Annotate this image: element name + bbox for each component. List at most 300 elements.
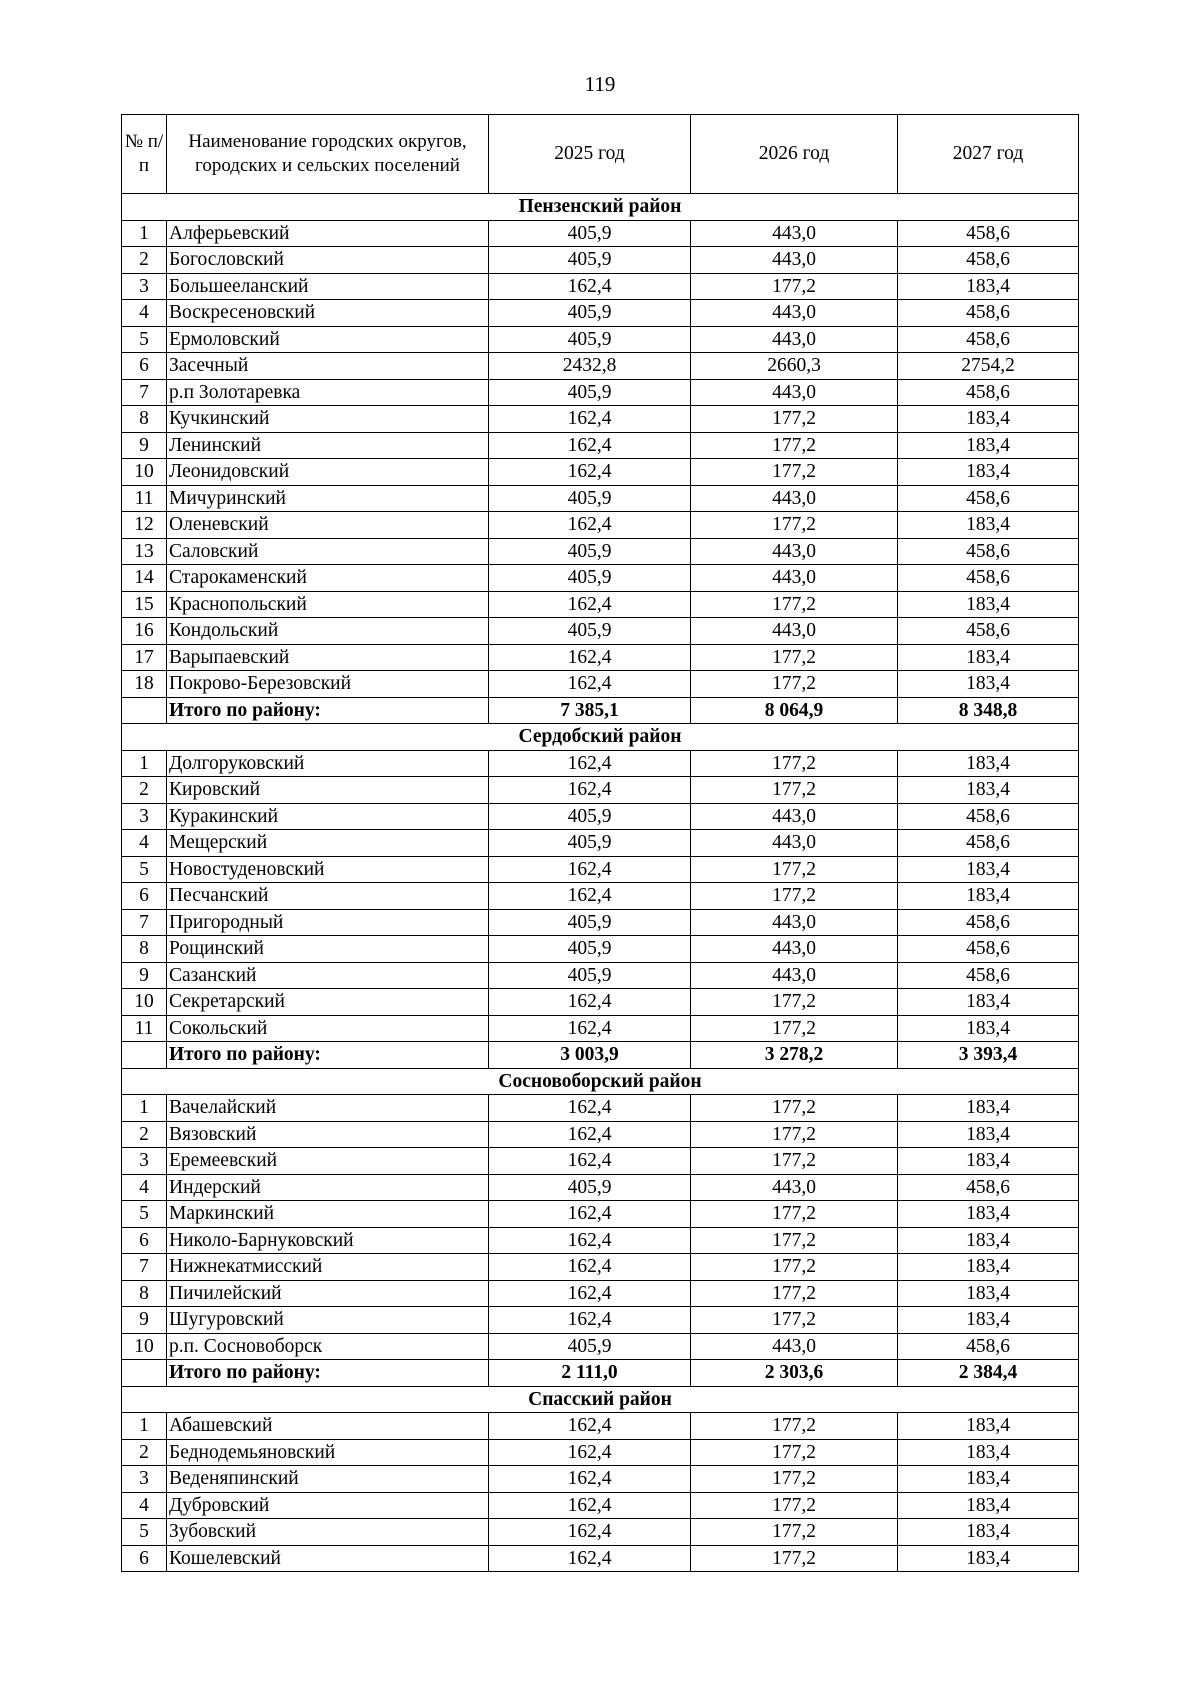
settlement-name: Оленевский [167,512,489,539]
value-2025: 162,4 [489,1519,691,1546]
settlement-name: Алферьевский [167,220,489,247]
settlement-name: Засечный [167,353,489,380]
table-row [122,1148,1079,1175]
settlement-name: Большееланский [167,273,489,300]
row-number: 16 [122,618,167,645]
total-row [122,697,1079,724]
value-2025: 162,4 [489,591,691,618]
value-2025: 162,4 [489,1545,691,1572]
value-2027: 183,4 [898,591,1079,618]
value-2025: 162,4 [489,644,691,671]
value-2027: 183,4 [898,1466,1079,1493]
total-number-cell [122,1360,167,1387]
value-2027: 183,4 [898,1280,1079,1307]
value-2026: 443,0 [691,1174,898,1201]
total-2026: 3 278,2 [691,1042,898,1069]
table-row [122,644,1079,671]
value-2027: 183,4 [898,1439,1079,1466]
settlement-name: Кучкинский [167,406,489,433]
value-2027: 183,4 [898,1254,1079,1281]
page-number: 119 [584,72,616,96]
settlement-name: Краснопольский [167,591,489,618]
value-2027: 458,6 [898,936,1079,963]
table-row [122,1545,1079,1572]
value-2025: 162,4 [489,1015,691,1042]
settlement-name: Абашевский [167,1413,489,1440]
row-number: 10 [122,459,167,486]
value-2025: 162,4 [489,671,691,698]
header-2026: 2026 год [691,115,898,194]
table-row [122,512,1079,539]
row-number: 8 [122,1280,167,1307]
row-number: 17 [122,644,167,671]
value-2027: 458,6 [898,1174,1079,1201]
header-number: № п/п [122,115,167,194]
table-row [122,1439,1079,1466]
row-number: 1 [122,1095,167,1122]
value-2026: 443,0 [691,909,898,936]
value-2027: 183,4 [898,1519,1079,1546]
row-number: 2 [122,1439,167,1466]
row-number: 3 [122,273,167,300]
row-number: 18 [122,671,167,698]
table-row [122,750,1079,777]
settlement-name: р.п Золотаревка [167,379,489,406]
settlement-name: Песчанский [167,883,489,910]
value-2026: 177,2 [691,512,898,539]
value-2025: 162,4 [489,989,691,1016]
table-row [122,1121,1079,1148]
value-2025: 162,4 [489,273,691,300]
value-2025: 162,4 [489,777,691,804]
value-2026: 443,0 [691,962,898,989]
total-2025: 3 003,9 [489,1042,691,1069]
settlement-name: Николо-Барнуковский [167,1227,489,1254]
settlement-name: Пригородный [167,909,489,936]
header-2025: 2025 год [489,115,691,194]
row-number: 9 [122,962,167,989]
value-2026: 177,2 [691,1466,898,1493]
table-row [122,1254,1079,1281]
value-2025: 162,4 [489,883,691,910]
value-2025: 405,9 [489,1333,691,1360]
row-number: 10 [122,1333,167,1360]
row-number: 11 [122,485,167,512]
table-row [122,1280,1079,1307]
value-2025: 162,4 [489,406,691,433]
value-2025: 405,9 [489,565,691,592]
value-2026: 177,2 [691,671,898,698]
table-row [122,1519,1079,1546]
table-row [122,1015,1079,1042]
value-2026: 177,2 [691,644,898,671]
value-2026: 177,2 [691,1121,898,1148]
value-2026: 177,2 [691,1439,898,1466]
table-row [122,485,1079,512]
value-2025: 405,9 [489,962,691,989]
value-2027: 183,4 [898,512,1079,539]
value-2027: 458,6 [898,247,1079,274]
section-header-row [122,724,1079,751]
row-number: 6 [122,883,167,910]
section-header-row [122,1386,1079,1413]
value-2025: 162,4 [489,1492,691,1519]
row-number: 12 [122,512,167,539]
row-number: 2 [122,1121,167,1148]
value-2025: 162,4 [489,1148,691,1175]
value-2027: 183,4 [898,750,1079,777]
value-2026: 443,0 [691,830,898,857]
value-2027: 458,6 [898,803,1079,830]
row-number: 4 [122,1174,167,1201]
row-number: 11 [122,1015,167,1042]
settlement-name: Пичилейский [167,1280,489,1307]
value-2025: 162,4 [489,856,691,883]
row-number: 7 [122,379,167,406]
value-2025: 162,4 [489,750,691,777]
value-2026: 177,2 [691,1015,898,1042]
total-number-cell [122,1042,167,1069]
table-row [122,353,1079,380]
table-row [122,962,1079,989]
settlement-name: Старокаменский [167,565,489,592]
row-number: 15 [122,591,167,618]
value-2027: 183,4 [898,1201,1079,1228]
value-2025: 162,4 [489,1254,691,1281]
value-2025: 405,9 [489,803,691,830]
total-label: Итого по району: [167,1360,489,1387]
value-2027: 183,4 [898,1307,1079,1334]
section-title: Сосновоборский район [122,1068,1079,1095]
table-row [122,432,1079,459]
value-2027: 183,4 [898,1148,1079,1175]
table-row [122,1333,1079,1360]
settlement-name: Кировский [167,777,489,804]
value-2025: 405,9 [489,538,691,565]
value-2026: 443,0 [691,326,898,353]
row-number: 6 [122,353,167,380]
value-2026: 443,0 [691,247,898,274]
allocation-table [121,114,1079,1572]
value-2025: 162,4 [489,1466,691,1493]
table-row [122,1466,1079,1493]
value-2027: 458,6 [898,1333,1079,1360]
value-2025: 162,4 [489,512,691,539]
total-label: Итого по району: [167,1042,489,1069]
value-2027: 458,6 [898,300,1079,327]
value-2026: 177,2 [691,591,898,618]
settlement-name: Маркинский [167,1201,489,1228]
settlement-name: Вязовский [167,1121,489,1148]
value-2025: 162,4 [489,1227,691,1254]
table-row [122,909,1079,936]
settlement-name: Еремеевский [167,1148,489,1175]
table-row [122,803,1079,830]
section-title: Пензенский район [122,194,1079,221]
table-row [122,777,1079,804]
value-2027: 183,4 [898,1121,1079,1148]
value-2027: 183,4 [898,644,1079,671]
total-2025: 2 111,0 [489,1360,691,1387]
value-2025: 162,4 [489,1439,691,1466]
row-number: 9 [122,1307,167,1334]
settlement-name: Новостуденовский [167,856,489,883]
value-2026: 177,2 [691,1545,898,1572]
value-2026: 177,2 [691,777,898,804]
value-2027: 2754,2 [898,353,1079,380]
value-2027: 458,6 [898,962,1079,989]
row-number: 5 [122,1201,167,1228]
value-2026: 443,0 [691,220,898,247]
value-2026: 443,0 [691,538,898,565]
row-number: 7 [122,1254,167,1281]
total-row [122,1042,1079,1069]
value-2026: 443,0 [691,379,898,406]
table-row [122,1307,1079,1334]
value-2026: 177,2 [691,273,898,300]
table-row [122,326,1079,353]
table-row [122,989,1079,1016]
settlement-name: Кошелевский [167,1545,489,1572]
value-2025: 405,9 [489,1174,691,1201]
value-2027: 183,4 [898,856,1079,883]
value-2025: 162,4 [489,1201,691,1228]
row-number: 6 [122,1227,167,1254]
value-2025: 162,4 [489,1280,691,1307]
table-row [122,300,1079,327]
value-2025: 405,9 [489,936,691,963]
table-row [122,538,1079,565]
settlement-name: Зубовский [167,1519,489,1546]
settlement-name: Беднодемьяновский [167,1439,489,1466]
value-2027: 458,6 [898,565,1079,592]
row-number: 5 [122,1519,167,1546]
value-2026: 177,2 [691,1227,898,1254]
value-2026: 177,2 [691,883,898,910]
row-number: 9 [122,432,167,459]
row-number: 3 [122,803,167,830]
settlement-name: Секретарский [167,989,489,1016]
table-row [122,1174,1079,1201]
total-2027: 8 348,8 [898,697,1079,724]
settlement-name: Долгоруковский [167,750,489,777]
value-2027: 183,4 [898,1545,1079,1572]
table-row [122,591,1079,618]
value-2026: 177,2 [691,459,898,486]
value-2026: 443,0 [691,300,898,327]
value-2026: 443,0 [691,936,898,963]
value-2025: 405,9 [489,830,691,857]
total-number-cell [122,697,167,724]
value-2026: 443,0 [691,803,898,830]
value-2025: 405,9 [489,618,691,645]
value-2026: 177,2 [691,1492,898,1519]
section-header-row [122,194,1079,221]
value-2026: 443,0 [691,618,898,645]
header-2027: 2027 год [898,115,1079,194]
value-2025: 405,9 [489,300,691,327]
value-2026: 177,2 [691,1095,898,1122]
value-2027: 183,4 [898,1015,1079,1042]
value-2026: 443,0 [691,565,898,592]
row-number: 13 [122,538,167,565]
value-2026: 177,2 [691,1307,898,1334]
settlement-name: Шугуровский [167,1307,489,1334]
table-row [122,406,1079,433]
settlement-name: Саловский [167,538,489,565]
value-2027: 458,6 [898,220,1079,247]
section-title: Спасский район [122,1386,1079,1413]
table-row [122,856,1079,883]
table-row [122,830,1079,857]
settlement-name: Куракинский [167,803,489,830]
row-number: 7 [122,909,167,936]
total-2027: 2 384,4 [898,1360,1079,1387]
table-body [122,194,1079,1572]
row-number: 8 [122,936,167,963]
value-2026: 2660,3 [691,353,898,380]
settlement-name: Индерский [167,1174,489,1201]
row-number: 1 [122,750,167,777]
total-2026: 2 303,6 [691,1360,898,1387]
value-2027: 458,6 [898,485,1079,512]
settlement-name: Рощинский [167,936,489,963]
settlement-name: Мещерский [167,830,489,857]
value-2026: 443,0 [691,1333,898,1360]
row-number: 3 [122,1466,167,1493]
value-2025: 405,9 [489,909,691,936]
value-2026: 177,2 [691,1519,898,1546]
settlement-name: Кондольский [167,618,489,645]
value-2027: 458,6 [898,379,1079,406]
table-row [122,565,1079,592]
value-2027: 183,4 [898,406,1079,433]
value-2025: 405,9 [489,220,691,247]
value-2026: 177,2 [691,856,898,883]
value-2025: 162,4 [489,1095,691,1122]
table-row [122,936,1079,963]
value-2025: 162,4 [489,1121,691,1148]
row-number: 5 [122,856,167,883]
value-2025: 405,9 [489,326,691,353]
value-2025: 405,9 [489,247,691,274]
value-2027: 458,6 [898,909,1079,936]
value-2027: 183,4 [898,432,1079,459]
value-2026: 443,0 [691,485,898,512]
settlement-name: Богословский [167,247,489,274]
table-row [122,671,1079,698]
table-row [122,459,1079,486]
table-row [122,1201,1079,1228]
settlement-name: Нижнекатмисский [167,1254,489,1281]
total-label: Итого по району: [167,697,489,724]
settlement-name: Вачелайский [167,1095,489,1122]
value-2025: 162,4 [489,1307,691,1334]
value-2027: 183,4 [898,1227,1079,1254]
row-number: 1 [122,1413,167,1440]
value-2027: 458,6 [898,830,1079,857]
table-row [122,273,1079,300]
value-2027: 458,6 [898,618,1079,645]
row-number: 4 [122,1492,167,1519]
settlement-name: Покрово-Березовский [167,671,489,698]
table-row [122,1227,1079,1254]
row-number: 5 [122,326,167,353]
table-row [122,379,1079,406]
value-2026: 177,2 [691,1254,898,1281]
value-2027: 458,6 [898,326,1079,353]
settlement-name: Воскресеновский [167,300,489,327]
row-number: 2 [122,777,167,804]
settlement-name: Дубровский [167,1492,489,1519]
value-2025: 162,4 [489,432,691,459]
total-2026: 8 064,9 [691,697,898,724]
settlement-name: Варыпаевский [167,644,489,671]
total-row [122,1360,1079,1387]
value-2027: 183,4 [898,1492,1079,1519]
value-2027: 183,4 [898,671,1079,698]
total-2025: 7 385,1 [489,697,691,724]
value-2026: 177,2 [691,750,898,777]
value-2026: 177,2 [691,1413,898,1440]
value-2027: 183,4 [898,273,1079,300]
value-2026: 177,2 [691,1280,898,1307]
total-2027: 3 393,4 [898,1042,1079,1069]
row-number: 3 [122,1148,167,1175]
table-row [122,618,1079,645]
settlement-name: Ленинский [167,432,489,459]
table-row [122,247,1079,274]
value-2025: 2432,8 [489,353,691,380]
value-2026: 177,2 [691,432,898,459]
settlement-name: Мичуринский [167,485,489,512]
settlement-name: р.п. Сосновоборск [167,1333,489,1360]
value-2027: 183,4 [898,777,1079,804]
settlement-name: Ермоловский [167,326,489,353]
value-2026: 177,2 [691,1148,898,1175]
value-2027: 183,4 [898,989,1079,1016]
value-2027: 183,4 [898,459,1079,486]
row-number: 2 [122,247,167,274]
settlement-name: Леонидовский [167,459,489,486]
section-title: Сердобский район [122,724,1079,751]
value-2027: 183,4 [898,1413,1079,1440]
row-number: 6 [122,1545,167,1572]
table-row [122,1095,1079,1122]
row-number: 8 [122,406,167,433]
row-number: 1 [122,220,167,247]
row-number: 4 [122,300,167,327]
table-header-row [122,115,1079,194]
section-header-row [122,1068,1079,1095]
row-number: 10 [122,989,167,1016]
value-2025: 162,4 [489,1413,691,1440]
settlement-name: Веденяпинский [167,1466,489,1493]
value-2026: 177,2 [691,406,898,433]
value-2027: 183,4 [898,883,1079,910]
value-2026: 177,2 [691,989,898,1016]
table-row [122,1413,1079,1440]
header-name: Наименование городских округов, городских и сельских поселений [167,115,489,194]
table-row [122,883,1079,910]
table-row [122,220,1079,247]
value-2025: 405,9 [489,379,691,406]
row-number: 4 [122,830,167,857]
value-2027: 183,4 [898,1095,1079,1122]
settlement-name: Сокольский [167,1015,489,1042]
value-2026: 177,2 [691,1201,898,1228]
value-2025: 405,9 [489,485,691,512]
